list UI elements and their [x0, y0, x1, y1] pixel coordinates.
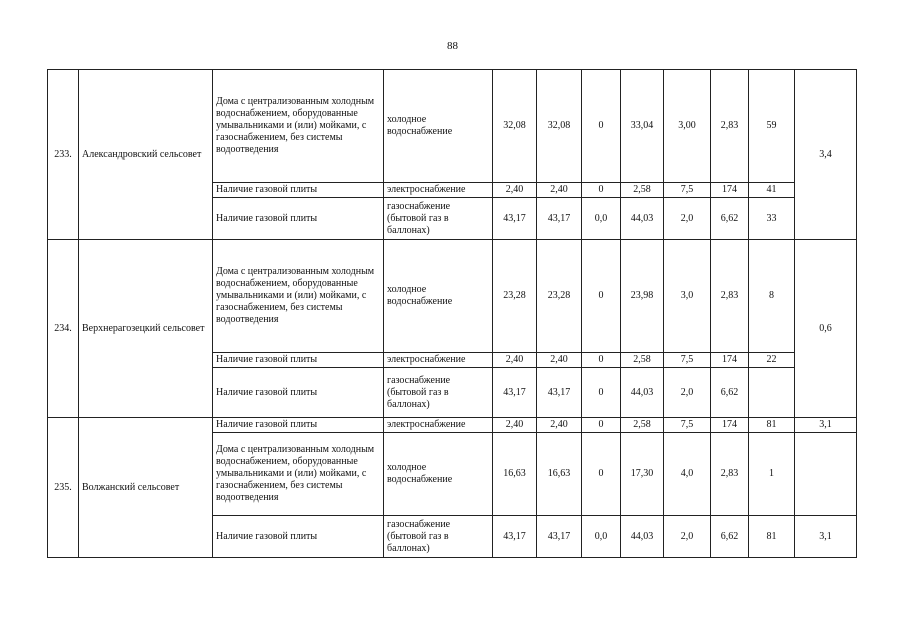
value-cell: 174	[711, 418, 749, 433]
value-cell: 0	[582, 70, 621, 183]
value-cell: 43,17	[493, 516, 537, 558]
value-cell: 2,40	[537, 183, 582, 198]
value-cell: 23,28	[493, 240, 537, 353]
service-type: холодное водоснабжение	[384, 240, 493, 353]
value-cell: 174	[711, 183, 749, 198]
value-cell: 0	[582, 183, 621, 198]
housing-description: Наличие газовой плиты	[213, 353, 384, 368]
table-row	[48, 240, 857, 353]
value-cell: 2,58	[621, 183, 664, 198]
housing-description: Наличие газовой плиты	[213, 183, 384, 198]
value-cell: 2,83	[711, 240, 749, 353]
value-cell: 7,5	[664, 183, 711, 198]
value-cell: 43,17	[493, 198, 537, 240]
value-cell: 32,08	[537, 70, 582, 183]
value-cell: 2,40	[537, 353, 582, 368]
value-cell: 1	[749, 433, 795, 516]
settlement-name: Волжанский сельсовет	[79, 418, 213, 558]
housing-description: Дома с централизованным холодным водоснабжением, оборудованные умывальниками и (или) мойками, с газоснабжением, без системы водоотведения	[213, 70, 384, 183]
value-cell: 8	[749, 240, 795, 353]
service-type: холодное водоснабжение	[384, 70, 493, 183]
table-row	[48, 418, 857, 433]
housing-description: Наличие газовой плиты	[213, 516, 384, 558]
value-cell: 43,17	[537, 198, 582, 240]
value-cell: 2,0	[664, 368, 711, 418]
value-cell: 6,62	[711, 368, 749, 418]
total-cell: 3,1	[795, 516, 857, 558]
housing-description: Наличие газовой плиты	[213, 198, 384, 240]
value-cell: 44,03	[621, 198, 664, 240]
value-cell: 2,83	[711, 433, 749, 516]
total-cell: 3,1	[795, 418, 857, 433]
service-type: газоснабжение (бытовой газ в баллонах)	[384, 516, 493, 558]
row-index: 233.	[48, 70, 79, 240]
service-type: газоснабжение (бытовой газ в баллонах)	[384, 368, 493, 418]
housing-description: Наличие газовой плиты	[213, 418, 384, 433]
value-cell: 44,03	[621, 516, 664, 558]
housing-description: Наличие газовой плиты	[213, 368, 384, 418]
row-index: 234.	[48, 240, 79, 418]
tariff-table	[47, 69, 857, 558]
value-cell: 44,03	[621, 368, 664, 418]
service-type: электроснабжение	[384, 183, 493, 198]
value-cell: 43,17	[537, 368, 582, 418]
settlement-name: Александровский сельсовет	[79, 70, 213, 240]
value-cell: 16,63	[537, 433, 582, 516]
page-number: 88	[447, 40, 458, 52]
value-cell: 23,28	[537, 240, 582, 353]
value-cell: 33,04	[621, 70, 664, 183]
value-cell: 32,08	[493, 70, 537, 183]
total-cell: 3,4	[795, 70, 857, 240]
value-cell: 81	[749, 418, 795, 433]
value-cell: 0,0	[582, 198, 621, 240]
settlement-name: Верхнерагозецкий сельсовет	[79, 240, 213, 418]
row-index: 235.	[48, 418, 79, 558]
value-cell: 2,83	[711, 70, 749, 183]
value-cell: 16,63	[493, 433, 537, 516]
value-cell: 7,5	[664, 418, 711, 433]
total-cell	[795, 433, 857, 516]
housing-description: Дома с централизованным холодным водоснабжением, оборудованные умывальниками и (или) мойками, с газоснабжением, без системы водоотведения	[213, 240, 384, 353]
value-cell: 0	[582, 353, 621, 368]
value-cell: 0	[582, 240, 621, 353]
value-cell: 6,62	[711, 198, 749, 240]
value-cell: 2,0	[664, 198, 711, 240]
value-cell: 4,0	[664, 433, 711, 516]
value-cell: 59	[749, 70, 795, 183]
value-cell: 22	[749, 353, 795, 368]
value-cell: 2,58	[621, 353, 664, 368]
value-cell: 23,98	[621, 240, 664, 353]
value-cell: 3,00	[664, 70, 711, 183]
value-cell: 0	[582, 418, 621, 433]
value-cell: 2,40	[493, 353, 537, 368]
value-cell: 43,17	[493, 368, 537, 418]
housing-description: Дома с централизованным холодным водоснабжением, оборудованные умывальниками и (или) мойками, с газоснабжением, без системы водоотведения	[213, 433, 384, 516]
value-cell: 2,40	[493, 418, 537, 433]
table-row	[48, 70, 857, 183]
service-type: электроснабжение	[384, 418, 493, 433]
value-cell: 7,5	[664, 353, 711, 368]
value-cell: 2,40	[537, 418, 582, 433]
value-cell: 2,0	[664, 516, 711, 558]
value-cell: 0	[582, 368, 621, 418]
value-cell: 174	[711, 353, 749, 368]
total-cell: 0,6	[795, 240, 857, 418]
service-type: газоснабжение (бытовой газ в баллонах)	[384, 198, 493, 240]
service-type: холодное водоснабжение	[384, 433, 493, 516]
value-cell: 0,0	[582, 516, 621, 558]
value-cell: 33	[749, 198, 795, 240]
value-cell: 2,58	[621, 418, 664, 433]
value-cell	[749, 368, 795, 418]
value-cell: 6,62	[711, 516, 749, 558]
value-cell: 0	[582, 433, 621, 516]
value-cell: 2,40	[493, 183, 537, 198]
service-type: электроснабжение	[384, 353, 493, 368]
value-cell: 3,0	[664, 240, 711, 353]
value-cell: 17,30	[621, 433, 664, 516]
value-cell: 81	[749, 516, 795, 558]
value-cell: 41	[749, 183, 795, 198]
value-cell: 43,17	[537, 516, 582, 558]
